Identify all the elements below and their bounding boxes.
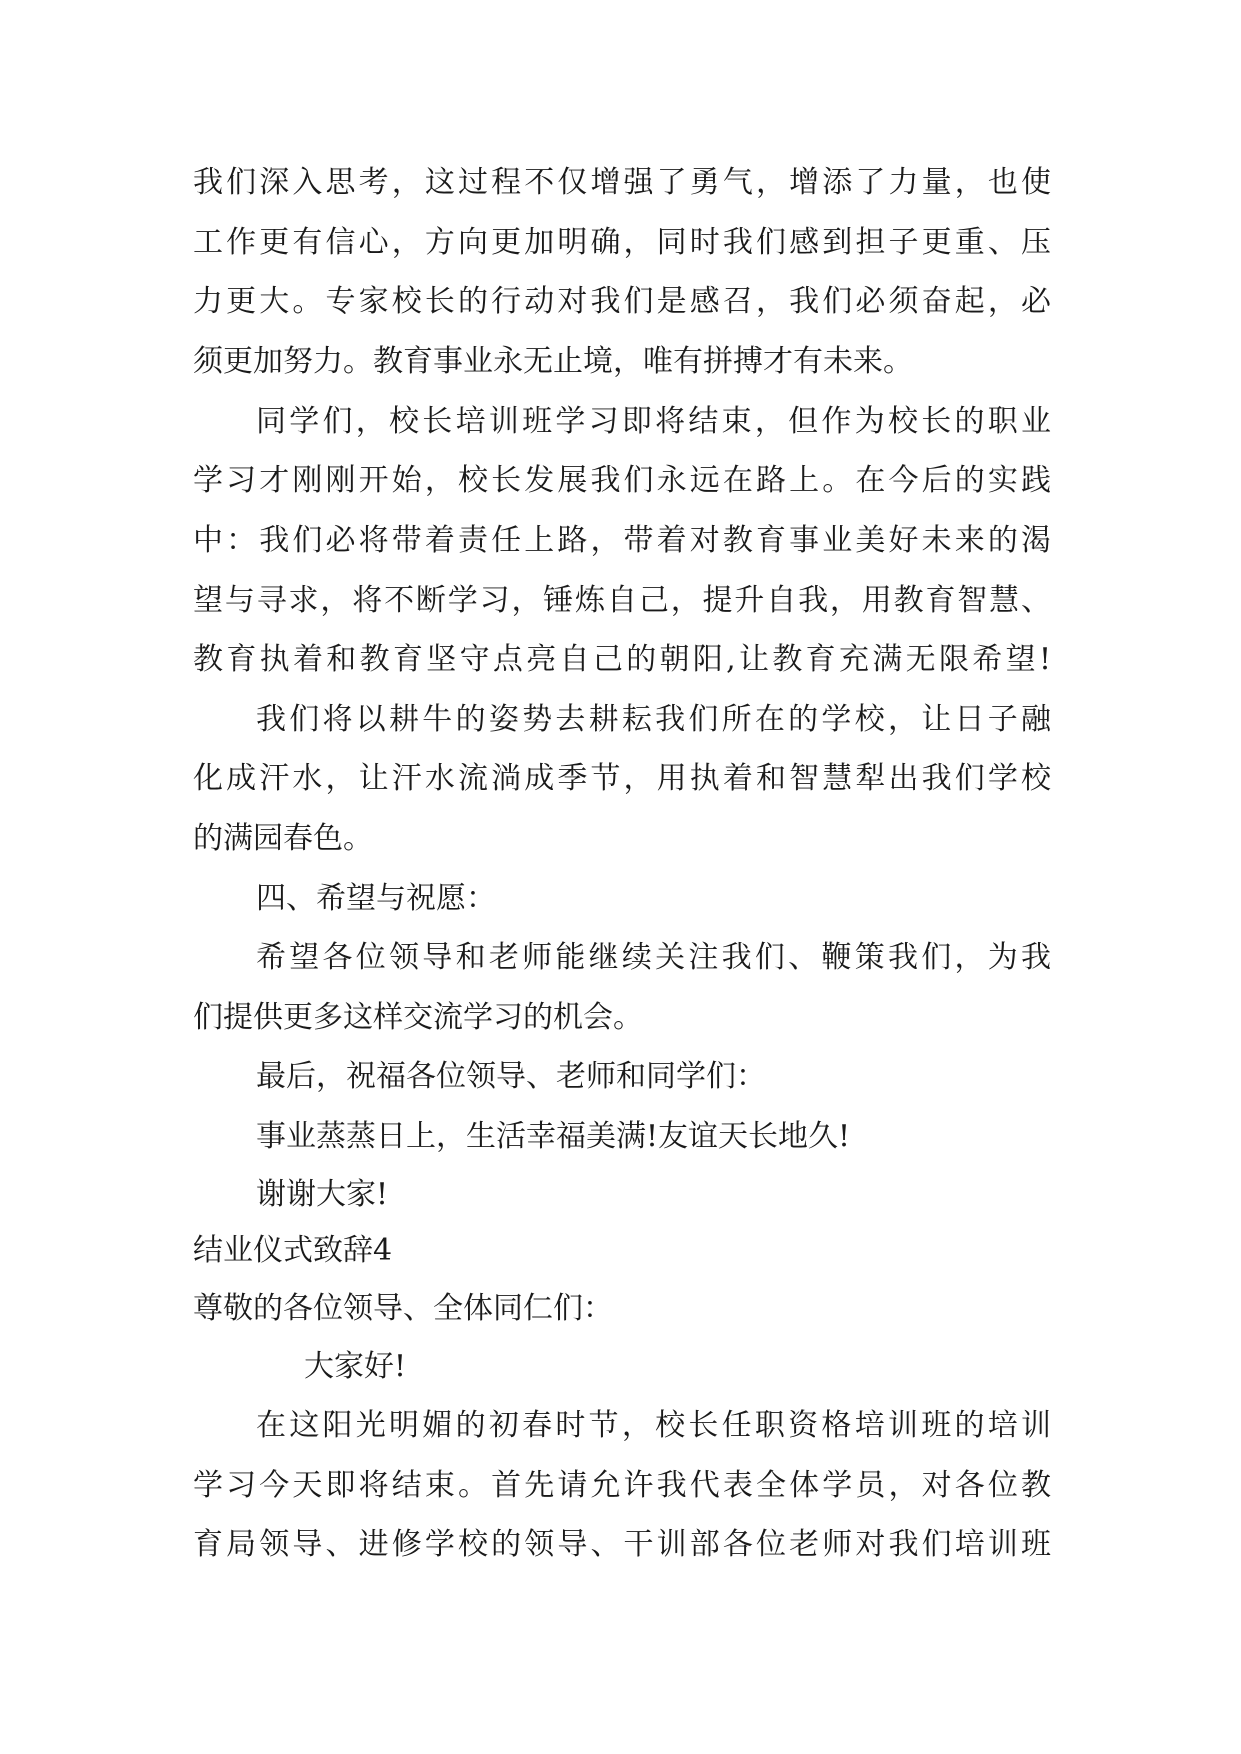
greeting: 大家好! <box>304 1349 407 1384</box>
salutation: 尊敬的各位领导、全体同仁们： <box>193 1291 613 1326</box>
section-heading: 四、希望与祝愿： <box>256 881 496 916</box>
text-line: 事业蒸蒸日上，生活幸福美满!友谊天长地久! <box>256 1119 851 1154</box>
document-title: 结业仪式致辞4 <box>193 1233 393 1268</box>
text-line: 学习才刚刚开始，校长发展我们永远在路上。在今后的实践 <box>193 463 1051 498</box>
text-line: 谢谢大家! <box>256 1177 389 1212</box>
text-line: 化成汗水，让汗水流淌成季节，用执着和智慧犁出我们学校 <box>193 761 1051 796</box>
text-line: 最后，祝福各位领导、老师和同学们： <box>256 1059 766 1094</box>
text-line: 中：我们必将带着责任上路，带着对教育事业美好未来的渴 <box>193 523 1051 558</box>
text-line: 学习今天即将结束。首先请允许我代表全体学员，对各位教 <box>193 1468 1051 1503</box>
text-line: 育局领导、进修学校的领导、干训部各位老师对我们培训班 <box>193 1527 1051 1562</box>
text-line: 力更大。专家校长的行动对我们是感召，我们必须奋起，必 <box>193 284 1051 319</box>
text-line: 们提供更多这样交流学习的机会。 <box>193 1000 643 1035</box>
text-line: 我们将以耕牛的姿势去耕耘我们所在的学校，让日子融 <box>256 702 1051 737</box>
text-line: 希望各位领导和老师能继续关注我们、鞭策我们，为我 <box>256 940 1051 975</box>
text-line: 望与寻求，将不断学习，锤炼自己，提升自我，用教育智慧、 <box>193 583 1051 618</box>
text-line: 同学们，校长培训班学习即将结束，但作为校长的职业 <box>256 404 1051 439</box>
text-line: 我们深入思考，这过程不仅增强了勇气，增添了力量，也使 <box>193 165 1051 200</box>
text-line: 在这阳光明媚的初春时节，校长任职资格培训班的培训 <box>256 1408 1051 1443</box>
text-line: 须更加努力。教育事业永无止境，唯有拼搏才有未来。 <box>193 344 913 379</box>
text-line: 教育执着和教育坚守点亮自己的朝阳,让教育充满无限希望! <box>193 642 1051 677</box>
text-line: 工作更有信心，方向更加明确，同时我们感到担子更重、压 <box>193 225 1051 260</box>
text-line: 的满园春色。 <box>193 821 373 856</box>
